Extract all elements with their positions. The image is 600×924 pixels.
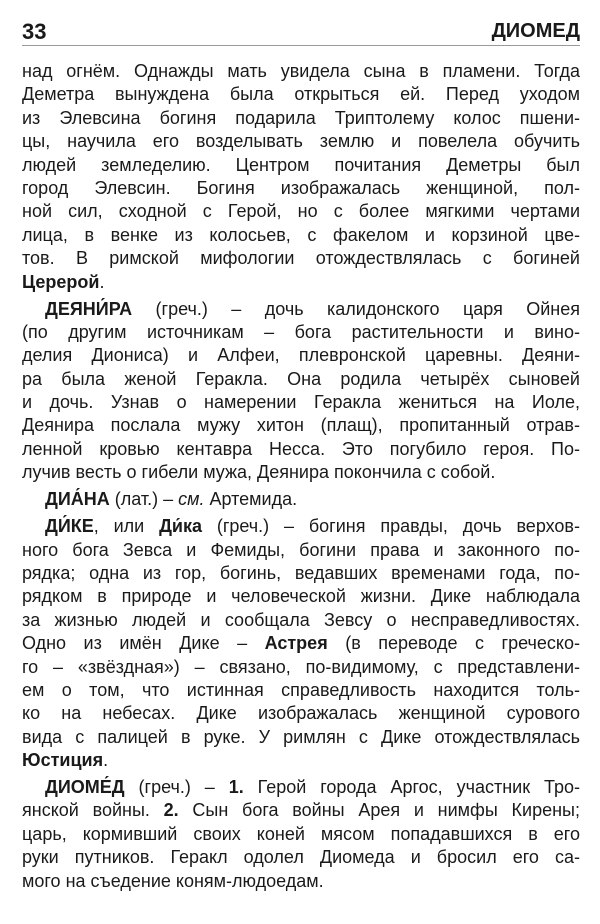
text-run: го – «звёздная») – связано, по-видимому, с представлени- <box>22 656 580 677</box>
text-run: мого на съедение коням-людоедам. <box>22 870 324 891</box>
text-run: . <box>99 271 105 292</box>
bold-term: ДЕЯНИ́РА <box>45 298 133 319</box>
text-line <box>22 177 580 200</box>
text-run: ем о том, что истинная справедливость находится толь- <box>22 679 580 700</box>
dictionary-entry <box>22 776 580 893</box>
text-run: . <box>103 750 109 771</box>
text-run: ра была женой Геракла. Она родила четырёх сыновей <box>22 368 580 389</box>
dictionary-entry <box>22 488 580 511</box>
text-run: (греч.) – богиня правды, дочь верхов- <box>201 516 580 537</box>
text-line <box>22 539 580 562</box>
text-run: Деметра вынуждена была открыться ей. Перед уходом <box>22 84 580 105</box>
page-number: 33 <box>22 19 47 44</box>
bold-term: Церерой <box>22 271 100 292</box>
text-line <box>22 224 580 247</box>
bold-term: Юстиция <box>22 750 104 771</box>
text-line <box>22 298 580 321</box>
text-run: (греч.) – дочь калидонского царя Ойнея <box>132 298 580 319</box>
text-line <box>22 368 580 391</box>
text-run: Сын бога войны Арея и нимфы Кирены; <box>178 800 580 821</box>
dictionary-entry <box>22 298 580 485</box>
page-body <box>22 60 580 893</box>
text-line <box>22 247 580 270</box>
text-run: лица, в венке из колосьев, с факелом и корзиной цве- <box>22 224 580 245</box>
text-run: ленной кровью кентавра Несса. Это погубило героя. По- <box>22 438 580 459</box>
text-run: (лат.) – <box>109 489 179 510</box>
text-line <box>22 107 580 130</box>
bold-term: 1. <box>228 777 244 798</box>
text-line <box>22 515 580 538</box>
text-line <box>22 632 580 655</box>
text-line <box>22 799 580 822</box>
text-run: руки путников. Геракл одолел Диомеда и бросил его са- <box>22 847 580 868</box>
running-header <box>22 18 580 46</box>
text-run: янской войны. <box>22 800 164 821</box>
text-line <box>22 344 580 367</box>
text-line <box>22 271 580 294</box>
text-line <box>22 656 580 679</box>
text-line <box>22 702 580 725</box>
bold-term: 2. <box>163 800 179 821</box>
running-title: ДИОМЕД <box>491 20 580 42</box>
text-run: (в переводе с греческо- <box>327 633 580 654</box>
text-line <box>22 749 580 772</box>
text-run: ной сил, сходной с Герой, но с более мягкими чертами <box>22 201 580 222</box>
text-run: рядка; одна из гор, богинь, ведавших временами года, по- <box>22 562 580 583</box>
text-line <box>22 391 580 414</box>
text-run: вида с палицей в руке. У римлян с Дике отождествлялась <box>22 726 580 747</box>
text-run: над огнём. Однажды мать увидела сына в пламени. Тогда <box>22 61 580 81</box>
text-run: и дочь. Узнав о намерении Геракла жениться на Иоле, <box>22 392 580 413</box>
text-run: Деянира послала мужу хитон (плащ), пропитанный отрав- <box>22 415 580 436</box>
text-line <box>22 200 580 223</box>
text-run: Одно из имён Дике – <box>22 633 265 654</box>
bold-term: ДИА́НА <box>45 489 110 510</box>
text-line <box>22 870 580 893</box>
italic-text: см. <box>178 489 205 510</box>
text-run: город Элевсин. Богиня изображалась женщиной, пол- <box>22 177 580 198</box>
text-run: ного бога Зевса и Фемиды, богини права и законного по- <box>22 539 580 560</box>
text-run: цы, научила его возделывать землю и повелела обучить <box>22 131 580 152</box>
text-line <box>22 154 580 177</box>
text-line <box>22 846 580 869</box>
text-line <box>22 438 580 461</box>
text-run: рядком в природе и человеческой жизни. Дике наблюдала <box>22 586 580 607</box>
text-run: Артемида. <box>204 489 298 510</box>
text-run: за жизнью людей и сообщала Зевсу о несправедливостях. <box>22 609 580 630</box>
text-line <box>22 679 580 702</box>
text-line <box>22 83 580 106</box>
text-line <box>22 414 580 437</box>
bold-term: ДИ́КЕ <box>45 516 94 537</box>
text-run: (по другим источникам – бога растительности и вино- <box>22 321 580 342</box>
text-line <box>22 321 580 344</box>
bold-term: Астрея <box>264 633 328 654</box>
text-run: , или <box>93 516 160 537</box>
text-run: делия Диониса) и Алфеи, плевронской царевны. Деяни- <box>22 345 580 366</box>
text-line <box>22 585 580 608</box>
text-line <box>22 60 580 83</box>
text-line <box>22 609 580 632</box>
text-line <box>22 488 580 511</box>
bold-term: ДИОМЕ́Д <box>45 777 125 798</box>
bold-term: Ди́ка <box>159 516 202 537</box>
text-line <box>22 562 580 585</box>
text-run: лучив весть о гибели мужа, Деянира покончила с собой. <box>22 462 496 483</box>
text-run: царь, кормивший своих коней мясом попадавшихся в его <box>22 823 580 844</box>
text-run: тов. В римской мифологии отождествлялась с богиней <box>22 248 580 269</box>
text-run: людей земледелию. Центром почитания Деметры был <box>22 154 580 175</box>
text-line <box>22 130 580 153</box>
dictionary-entry <box>22 60 580 294</box>
text-run: Герой города Аргос, участник Тро- <box>243 777 581 798</box>
text-line <box>22 776 580 799</box>
text-line <box>22 823 580 846</box>
text-run: ко на небесах. Дике изображалась женщиной сурового <box>22 703 580 724</box>
text-run: (греч.) – <box>124 777 229 798</box>
text-line <box>22 461 580 484</box>
text-run: из Элевсина богиня подарила Триптолему колос пшени- <box>22 107 580 128</box>
dictionary-entry <box>22 515 580 772</box>
text-line <box>22 726 580 749</box>
